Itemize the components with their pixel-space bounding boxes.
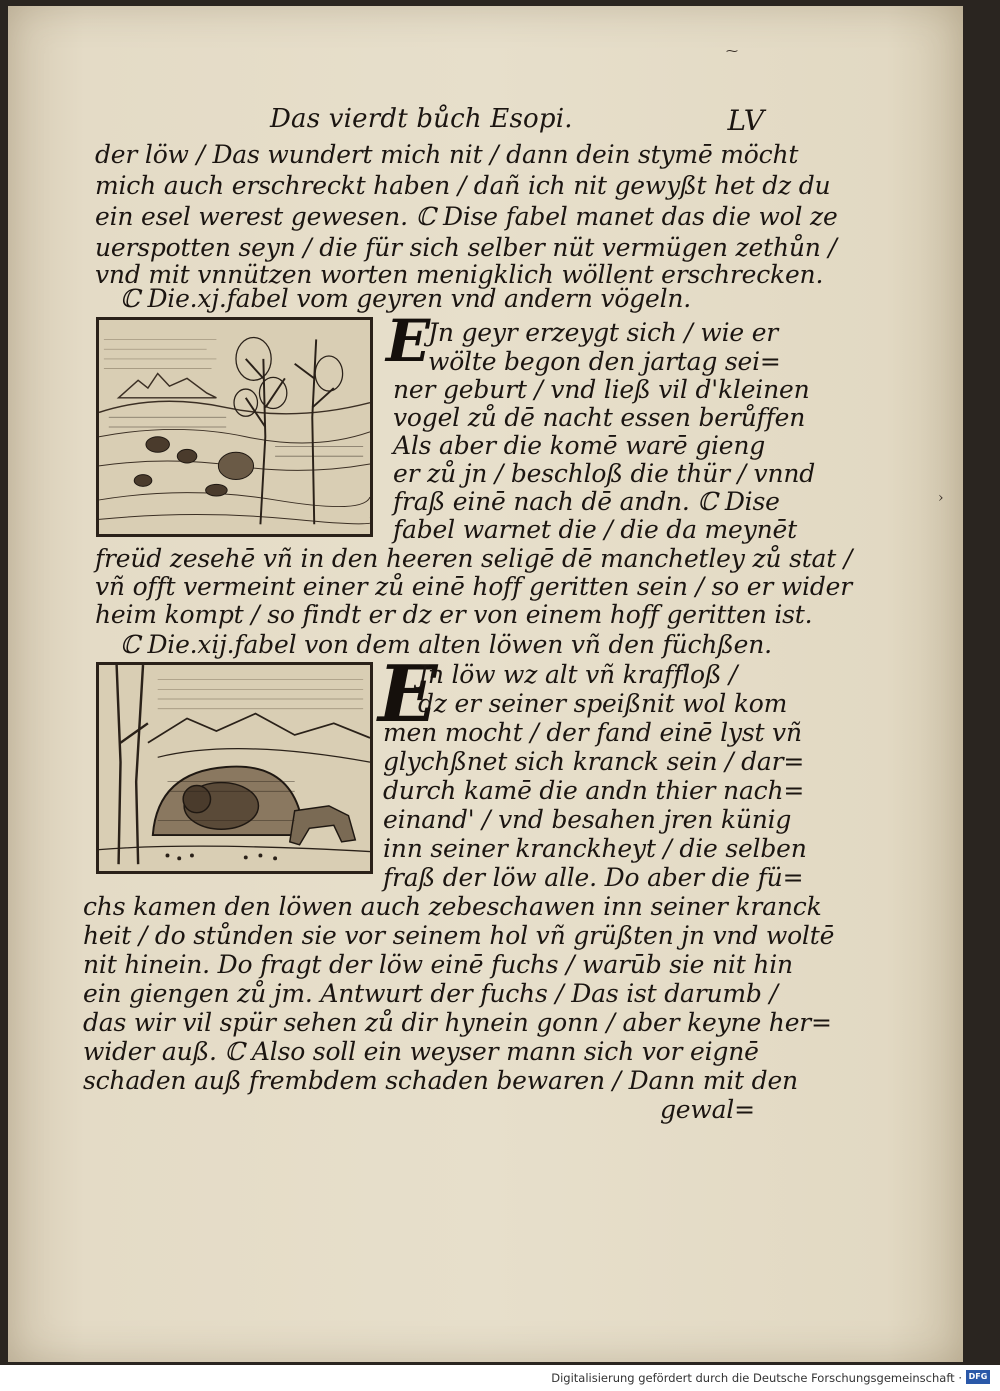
text-line: freüd zesehē vñ in den heeren seligē dē manchetley zů stat / bbox=[95, 544, 853, 573]
footer-credit: Digitalisierung gefördert durch die Deutsche Forschungsgemeinschaft · bbox=[551, 1371, 962, 1385]
text-line: chs kamen den löwen auch zebeschawen inn seiner kranck bbox=[83, 892, 822, 921]
drop-initial: E bbox=[378, 649, 438, 740]
running-title: Das vierdt bůch Esopi. bbox=[270, 104, 573, 134]
text-line: ein esel werest gewesen. ℂ Dise fabel manet das die wol ze bbox=[95, 202, 838, 231]
running-header bbox=[270, 104, 765, 140]
text-line: mich auch erschreckt haben / dañ ich nit gewyßt het dz du bbox=[95, 171, 831, 200]
woodcut-drawing bbox=[99, 665, 370, 871]
woodcut-illustration-lion-fox bbox=[96, 662, 373, 874]
text-line: vnd mit vnnützen worten menigklich wöllent erschrecken. bbox=[95, 260, 824, 289]
fable-heading: ℂ Die.xij.fabel von dem alten löwen vñ den füchßen. bbox=[120, 630, 772, 659]
text-line: wider auß. ℂ Also soll ein weyser mann sich vor eignē bbox=[83, 1037, 759, 1066]
text-line: fabel warnet die / die da meynēt bbox=[393, 515, 797, 544]
text-line: ein giengen zů jm. Antwurt der fuchs / Das ist darumb / bbox=[83, 979, 778, 1008]
page-mark: ⁓ bbox=[726, 44, 738, 58]
text-line: vñ offt vermeint einer zů einē hoff geritten sein / so er wider bbox=[95, 572, 853, 601]
woodcut-illustration-vulture bbox=[96, 317, 373, 537]
fable-heading: ℂ Die.xj.fabel vom geyren vnd andern vögeln. bbox=[120, 284, 692, 313]
text-line: einand' / vnd besahen jren künig bbox=[383, 805, 792, 834]
text-line: vogel zů dē nacht essen berůffen bbox=[393, 403, 806, 432]
text-line: dz er seiner speißnit wol kom bbox=[418, 689, 788, 718]
text-line: wölte begon den jartag sei= bbox=[428, 347, 781, 376]
catchword: gewal= bbox=[660, 1095, 755, 1124]
margin-mark: › bbox=[938, 490, 944, 506]
text-line: nit hinein. Do fragt der löw einē fuchs / warūb sie nit hin bbox=[83, 950, 793, 979]
text-line: fraß der löw alle. Do aber die fü= bbox=[383, 863, 804, 892]
drop-initial: E bbox=[386, 307, 431, 375]
text-line: der löw / Das wundert mich nit / dann dein stymē möcht bbox=[95, 140, 799, 169]
dfg-logo: DFG bbox=[966, 1370, 990, 1384]
text-line: Jn geyr erzeygt sich / wie er bbox=[428, 318, 779, 347]
text-line: durch kamē die andn thier nach= bbox=[383, 776, 805, 805]
text-line: inn seiner kranckheyt / die selben bbox=[383, 834, 807, 863]
text-line: Als aber die komē warē gieng bbox=[393, 431, 766, 460]
book-page bbox=[8, 6, 963, 1362]
text-line: heit / do stůnden sie vor seinem hol vñ grüßten jn vnd woltē bbox=[83, 921, 835, 950]
text-line: Jn löw wz alt vñ kraffloß / bbox=[418, 660, 738, 689]
text-line: schaden auß frembdem schaden bewaren / Dann mit den bbox=[83, 1066, 798, 1095]
text-line: fraß einē nach dē andn. ℂ Dise bbox=[393, 487, 780, 516]
text-line: glychßnet sich kranck sein / dar= bbox=[383, 747, 805, 776]
folio-number: LV bbox=[727, 104, 765, 137]
text-line: uerspotten seyn / die für sich selber nüt vermügen zethůn / bbox=[95, 233, 837, 262]
woodcut-drawing bbox=[99, 320, 370, 534]
text-line: men mocht / der fand einē lyst vñ bbox=[383, 718, 802, 747]
text-line: ner geburt / vnd ließ vil d'kleinen bbox=[393, 375, 810, 404]
text-line: das wir vil spür sehen zů dir hynein gonn / aber keyne her= bbox=[83, 1008, 832, 1037]
text-line: er zů jn / beschloß die thür / vnnd bbox=[393, 459, 816, 488]
text-line: heim kompt / so findt er dz er von einem hoff geritten ist. bbox=[95, 600, 813, 629]
